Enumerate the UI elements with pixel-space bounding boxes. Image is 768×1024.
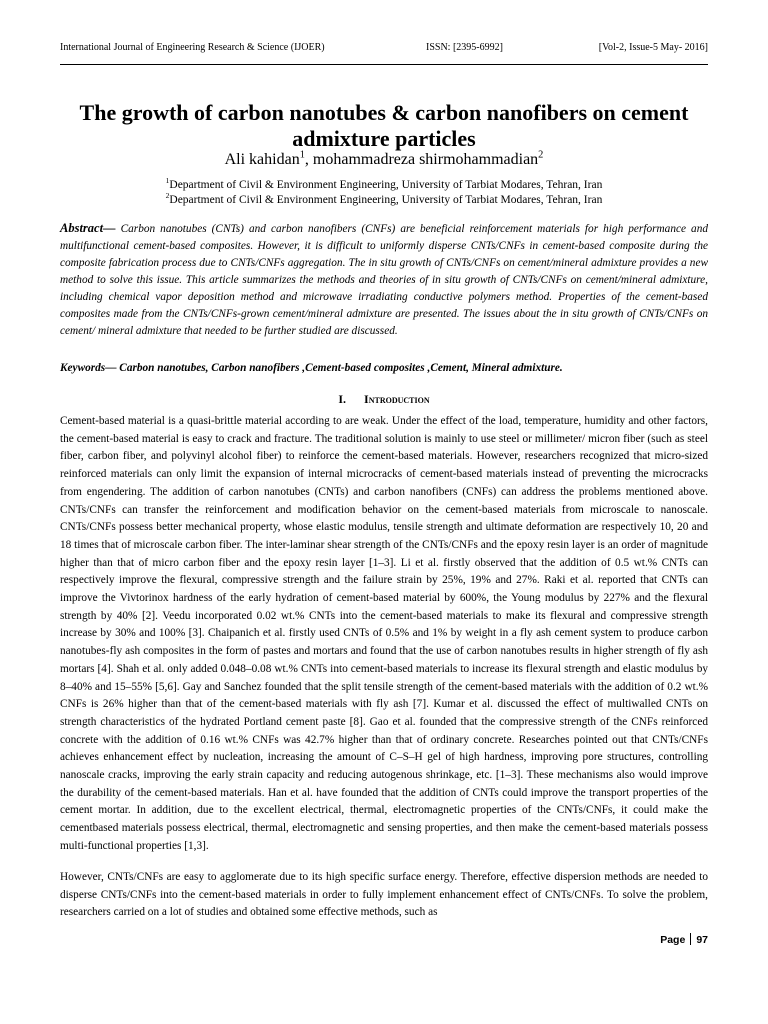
journal-name: International Journal of Engineering Research & Science (IJOER) [60,42,325,53]
running-header [60,42,708,58]
author-name: Ali kahidan [224,151,300,168]
abstract [60,220,708,340]
affiliation-text: Department of Civil & Environment Engineering, University of Tarbiat Modares, Tehran, Iran [169,179,603,191]
section-heading [60,391,708,407]
author-affil-mark: 2 [538,149,544,161]
section-number: I. [338,392,347,406]
affiliation-mark: 2 [165,191,170,201]
header-rule [60,64,708,65]
volume-issue: [Vol-2, Issue-5 May- 2016] [598,42,708,53]
page-footer [620,933,708,949]
keywords: Keywords— Carbon nanotubes, Carbon nanofibers ,Cement-based composites ,Cement, Mineral admixture. [60,362,563,374]
abstract-label: Abstract— [60,221,116,235]
author-name: mohammadreza shirmohammadian [312,151,539,168]
affiliation-line [60,193,708,208]
abstract-text: Carbon nanotubes (CNTs) and carbon nanofibers (CNFs) are beneficial reinforcement materials for high performance and multifunctional cement-based composites. However, it is difficult to uniformly disperse CNTs/CNFs in cement-based composite during the composite fabrication process due to CNTs/CNFs aggregation. The in situ growth of CNTs/CNFs on cement/mineral admixture provides a new method to solve this issue. This article summarizes the methods and theories of in situ growth of CNTs/CNFs on cement/mineral admixture, including chemical vapor deposition method and microwave irradiating conductive polymers method. Properties of the cement-based composites made from the CNTs/CNFs-grown cement/mineral admixture are presented. The issues about the in situ growth of CNTs/CNFs on cement/ mineral admixture that needed to be further studied are discussed. [60,223,708,337]
body-paragraph: Cement-based material is a quasi-brittle material according to are weak. Under the effect of the load, temperature, humidity and other factors, the cement-based material is easy to crack and fracture. The traditional solution is mainly to use steel or millimeter/ micron fiber (such as steel fiber, carbon fiber, and polyvinyl alcohol fiber) to reinforce the cement-based materials. However, researchers recognized that micro-sized reinforced materials can only limit the expansion of internal microcracks of cement-based materials instead of preventing the microcracks from engendering. The addition of carbon nanotubes (CNTs) and carbon nanofibers (CNFs) can address the problems mentioned above. CNTs/CNFs can transfer the reinforcement and modification behavior on the cement-based materials from microscale to nanoscale. CNTs/CNFs possess better mechanical property, whose elastic modulus, tensile strength and ultimate deformation are respectively 10, 20 and 18 times that of microscale carbon fiber. The inter-laminar shear strength of the CNTs/CNFs and the epoxy resin layer is an order of magnitude higher than that of micro carbon fiber and the epoxy resin layer [1–3]. Li et al. firstly observed that the addition of 0.5 wt.% CNTs can respectively improve the flexural, compressive strength and the failure strain by 25%, 19% and 27%. Raki et al. reported that CNTs can improve the Vivtorinox hardness of the early hydration of cement-based material by 600%, the Young modulus by 227% and the flexural strength by 40% [2]. Veedu incorporated 0.02 wt.% CNTs into the cement-based materials to make its flexural and compressive strength increase by 30% and 100% [3]. Chaipanich et al. firstly used CNTs of 0.5% and 1% by weight in a fly ash cement system to produce carbon nanotubes-fly ash composites in the form of pastes and mortars and found that the use of carbon nanotubes results in higher strength of fly ash mortars [4]. Shah et al. only added 0.048–0.08 wt.% CNTs into cement-based materials to increase its flexural strength and elastic modulus by 8–40% and 15–55% [5,6]. Gay and Sanchez founded that the split tensile strength of the cement-based materials with the addition of 0.2 wt.% CNFs is 26% higher than that of the cement-based materials with fly ash [7]. Kumar et al. discussed the effect of multiwalled CNTs on strength characteristics of the hydrated Portland cement paste [8]. Gao et al. founded that the compressive strength of the CNFs reinforced concrete with the addition of 0.16 wt.% CNFs was 42.7% higher than that of ordinary concrete. Researches pointed out that CNTs/CNFs achieves enhancement effect by nucleation, increasing the amount of C–S–H gel of high hardness, improving pore structures, controlling nanoscale cracks, improving the early strain capacity and reducing autogenous shrinkage, etc. [1–3]. These mechanisms also would improve the durability of the cement-based materials. Han et al. have founded that the addition of CNTs could improve the transport properties of the cement mortar. In addition, due to the excellent electrical, thermal, electromagnetic properties of the CNTs/CNFs, it could make the cementbased materials possess electrical, thermal, electromagnetic and sensing properties, and then make the cement-based materials possess multi-functional properties [1,3]. [60,415,708,852]
paper-title: The growth of carbon nanotubes & carbon nanofibers on cement admixture particles [79,100,689,151]
affiliations [60,178,708,208]
issn: ISSN: [2395-6992] [426,42,503,53]
affiliation-line [60,178,708,193]
author-line [60,150,708,170]
page-label: Page [660,934,686,946]
affiliation-text: Department of Civil & Environment Engineering, University of Tarbiat Modares, Tehran, Iran [169,194,603,206]
affiliation-mark: 1 [165,176,170,186]
author-affil-mark: 1 [299,149,305,161]
page-number: 97 [696,934,708,946]
section-title: Introduction [364,392,430,406]
body-paragraph: However, CNTs/CNFs are easy to agglomerate due to its high specific surface energy. Therefore, effective dispersion methods are needed to disperse CNTs/CNFs into the cement-based materials in order to fully implement enhancement effect of CNTs/CNFs. To solve the problem, researchers carried on a lot of studies and obtained some effective methods, such as [60,871,708,919]
footer-separator [690,933,691,945]
author-separator: , [304,151,313,168]
